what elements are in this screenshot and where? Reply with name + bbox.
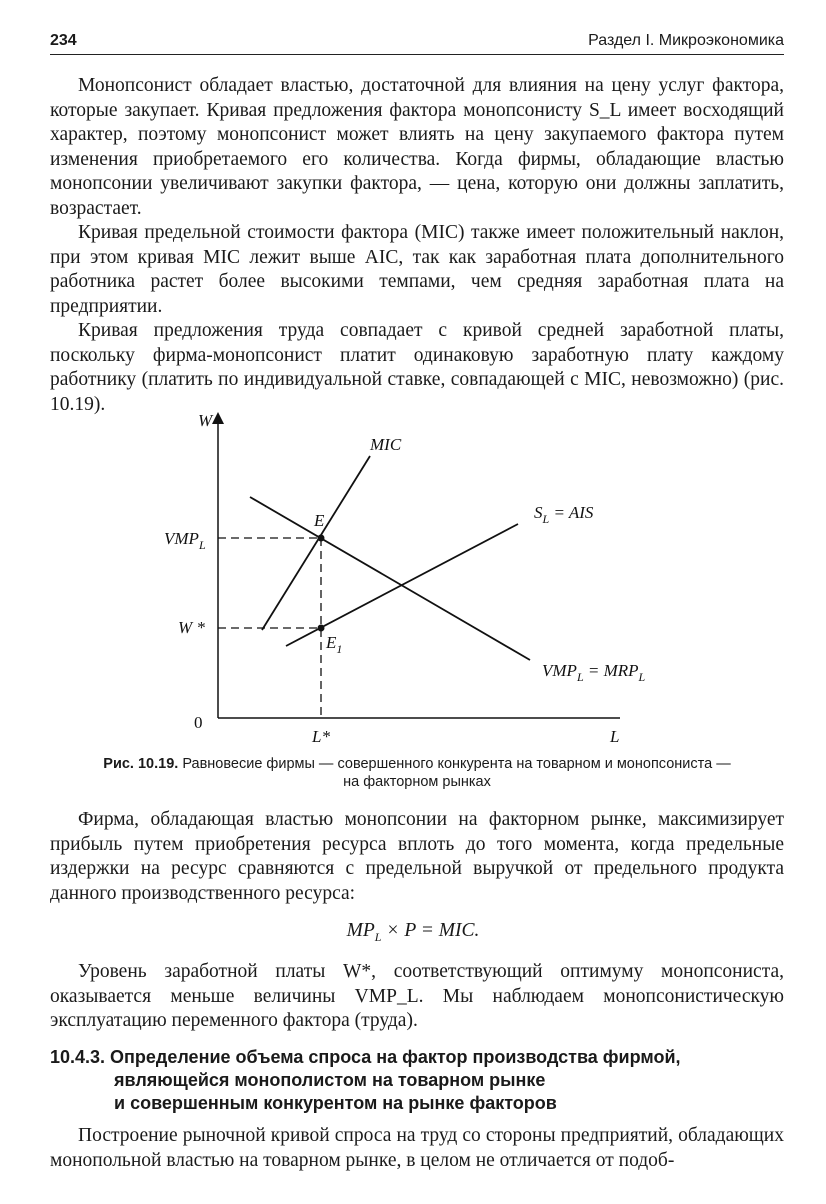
paragraph-2: Кривая предельной стоимости фактора (MIC) также имеет положительный наклон, при этом кривая MIC лежит выше AIC, так как заработная плата дополнительного работника растет более высокими темпами, чем средняя заработная плата на предприятии. — [50, 222, 784, 317]
paragraph-4: Фирма, обладающая властью монопсонии на факторном рынке, максимизирует прибыль путем приобретения ресурса вплоть до того момента, когда предельные издержки на ресурс сравняются с предельной выручкой от предельного продукта данного производственного ресурса: — [50, 809, 784, 904]
section-title: Раздел I. Микроэкономика — [588, 32, 784, 49]
section-heading-line-3: и совершенным конкурентом на рынке факторов — [114, 1093, 557, 1113]
point-e — [318, 535, 325, 542]
mic-label: MIC — [370, 435, 402, 454]
vmp-tick-label: $VMP_L$ — [164, 529, 206, 552]
mid-text — [50, 808, 784, 906]
point-e1-label: $E_1$ — [326, 633, 343, 656]
running-header — [50, 28, 784, 55]
demand-curve — [250, 497, 530, 660]
paragraph-5: Уровень заработной платы W*, соответствующий оптимуму монопсониста, оказывается меньше величины VMP_L. Мы наблюдаем монопсонистическую эксплуатацию переменного фактора (труда). — [50, 961, 784, 1031]
formula: $MP_L \times P$ = MIC. — [346, 920, 480, 944]
caption-label: Рис. 10.19. — [103, 756, 179, 772]
paragraph-1: Монопсонист обладает властью, достаточной для влияния на цену услуг факторa, которые закупает. Кривая предложения фактора монопсонисту S_L имеет восходящий характер, поэтому монопсонист может влиять на цену закупаемого фактора путем изменения приобретаемого его количества. Когда фирмы, обладающие властью монопсонии увеличивают закупки фактора, — цена, которую они должны заплатить, возрастает. — [50, 75, 784, 219]
point-e1 — [318, 625, 325, 632]
w-star-tick-label: W * — [178, 618, 205, 637]
section-heading-line-1: 10.4.3. Определение объема спроса на фактор производства фирмой, — [50, 1047, 681, 1067]
mic-curve — [262, 456, 370, 630]
x-axis-label: L — [610, 727, 620, 746]
equilibrium-diagram — [150, 404, 670, 750]
caption-line-1: Равновесие фирмы — совершенного конкурента на товарном и монопсониста — — [182, 756, 731, 772]
caption-line-2: на факторном рынках — [343, 774, 491, 790]
figure-caption — [50, 755, 784, 791]
origin-label: 0 — [194, 713, 203, 732]
section-heading — [50, 1046, 784, 1115]
paragraph-6: Построение рыночной кривой спроса на труд со стороны предприятий, обладающих монопольной властью на товарном рынке, в целом не отличается от подоб- — [50, 1125, 784, 1171]
page-number: 234 — [50, 32, 77, 49]
point-e-label: E — [314, 511, 325, 530]
section-heading-line-2: являющейся монополистом на товарном рынке — [114, 1070, 546, 1090]
demand-label: $VMP_L = MRP_L$ — [542, 661, 646, 684]
l-star-tick-label: L* — [312, 727, 330, 746]
after-formula-text — [50, 960, 784, 1034]
supply-label: $S_L$ = AIS — [534, 503, 594, 526]
figure-10-19 — [150, 404, 670, 750]
intro-text — [50, 74, 784, 417]
paragraph-3: Кривая предложения труда совпадает с кривой средней заработной платы, поскольку фирма-монопсонист платит одинаковую заработную плату каждому работнику (платить по индивидуальной ставке, совпадающей с MIC, невозможно) (рис. 10.19). — [50, 320, 784, 415]
y-axis-label: W — [198, 411, 213, 430]
closing-text — [50, 1124, 784, 1173]
